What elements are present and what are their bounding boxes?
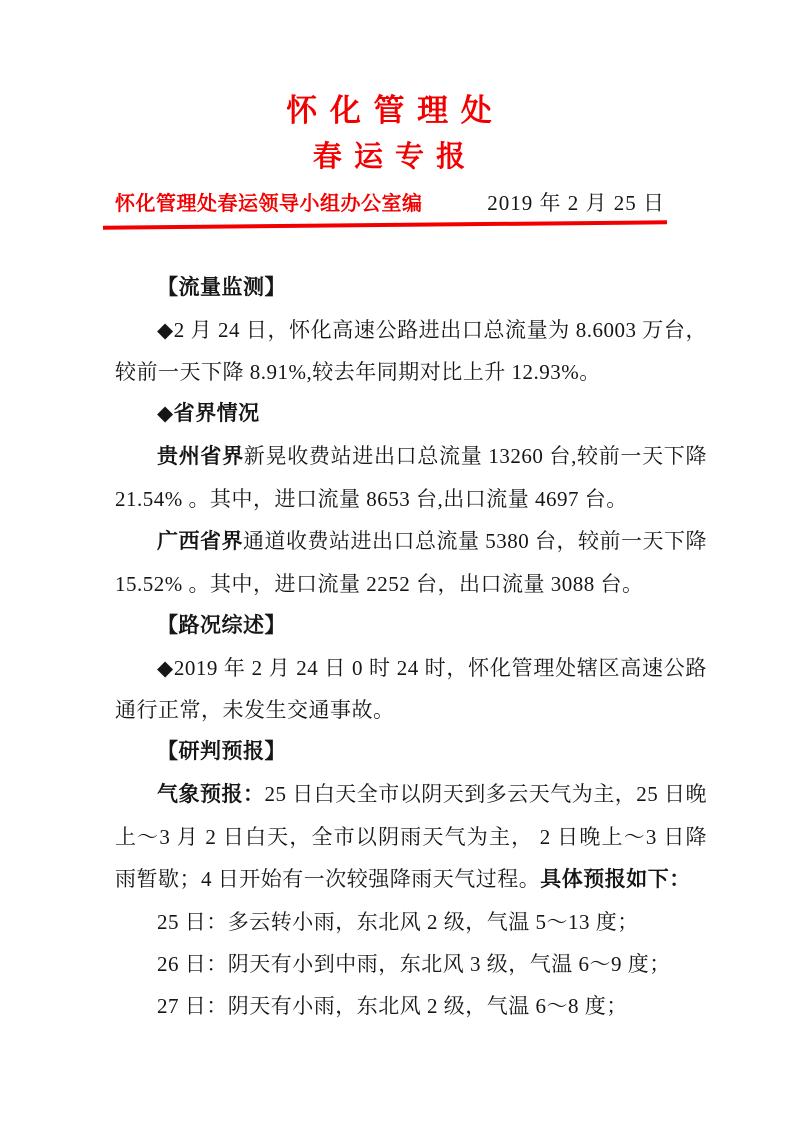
report-body: [115, 267, 707, 1027]
report-subtitle: 春 运 专 报: [312, 141, 468, 173]
guizhou-border-label: 贵州省界: [157, 445, 244, 468]
guizhou-border-text: 新晃收费站进出口总流量 13260 台,较前一天下降 21.54% 。其中，进口流量 8653 台,出口流量 4697 台。: [115, 444, 708, 511]
heading-traffic-monitoring: 【流量监测】: [157, 276, 286, 299]
para-road-summary: ◆2019 年 2 月 24 日 0 时 24 时，怀化管理处辖区高速公路通行正常，未发生交通事故。: [115, 656, 707, 722]
weather-forecast-text: 25 日白天全市以阴天到多云天气为主，25 日晚上～3 月 2 日白天，全市以阴雨天气为主， 2 日晚上～3 日降雨暂歇；4 日开始有一次较强降雨天气过程。: [115, 782, 707, 891]
guangxi-border-text: 通道收费站进出口总流量 5380 台，较前一天下降 15.52% 。其中，进口流量 2252 台，出口流量 3088 台。: [115, 529, 707, 596]
para-forecast-day-25: 25 日：多云转小雨，东北风 2 级，气温 5～13 度；: [157, 910, 639, 934]
para-forecast-day-27: 27 日：阴天有小雨，东北风 2 级，气温 6～8 度；: [157, 994, 628, 1018]
red-divider-line: [103, 220, 667, 229]
heading-forecast: 【研判预报】: [157, 740, 286, 763]
issue-date: 2019 年 2 月 25 日: [487, 191, 665, 215]
heading-road-conditions: 【路况综述】: [157, 614, 286, 637]
para-guizhou-border: [115, 435, 707, 520]
forecast-detail-label: 具体预报如下：: [540, 868, 691, 891]
guangxi-border-label: 广西省界: [157, 530, 243, 553]
weather-forecast-label: 气象预报：: [157, 783, 265, 806]
byline-row: [115, 189, 665, 218]
report-header: [0, 0, 665, 227]
para-forecast-day-26: 26 日：阴天有小到中雨，东北风 3 级，气温 6～9 度；: [157, 952, 671, 976]
report-title: 怀 化 管 理 处: [286, 93, 494, 128]
editor-byline: 怀化管理处春运领导小组办公室编: [115, 193, 423, 215]
para-weather-forecast: [115, 773, 707, 901]
para-guangxi-border: [115, 520, 707, 605]
subheading-province-border: ◆省界情况: [157, 402, 260, 425]
para-traffic-total: ◆2 月 24 日，怀化高速公路进出口总流量为 8.6003 万台，较前一天下降 8.91%,较去年同期对比上升 12.93%。: [115, 318, 707, 384]
